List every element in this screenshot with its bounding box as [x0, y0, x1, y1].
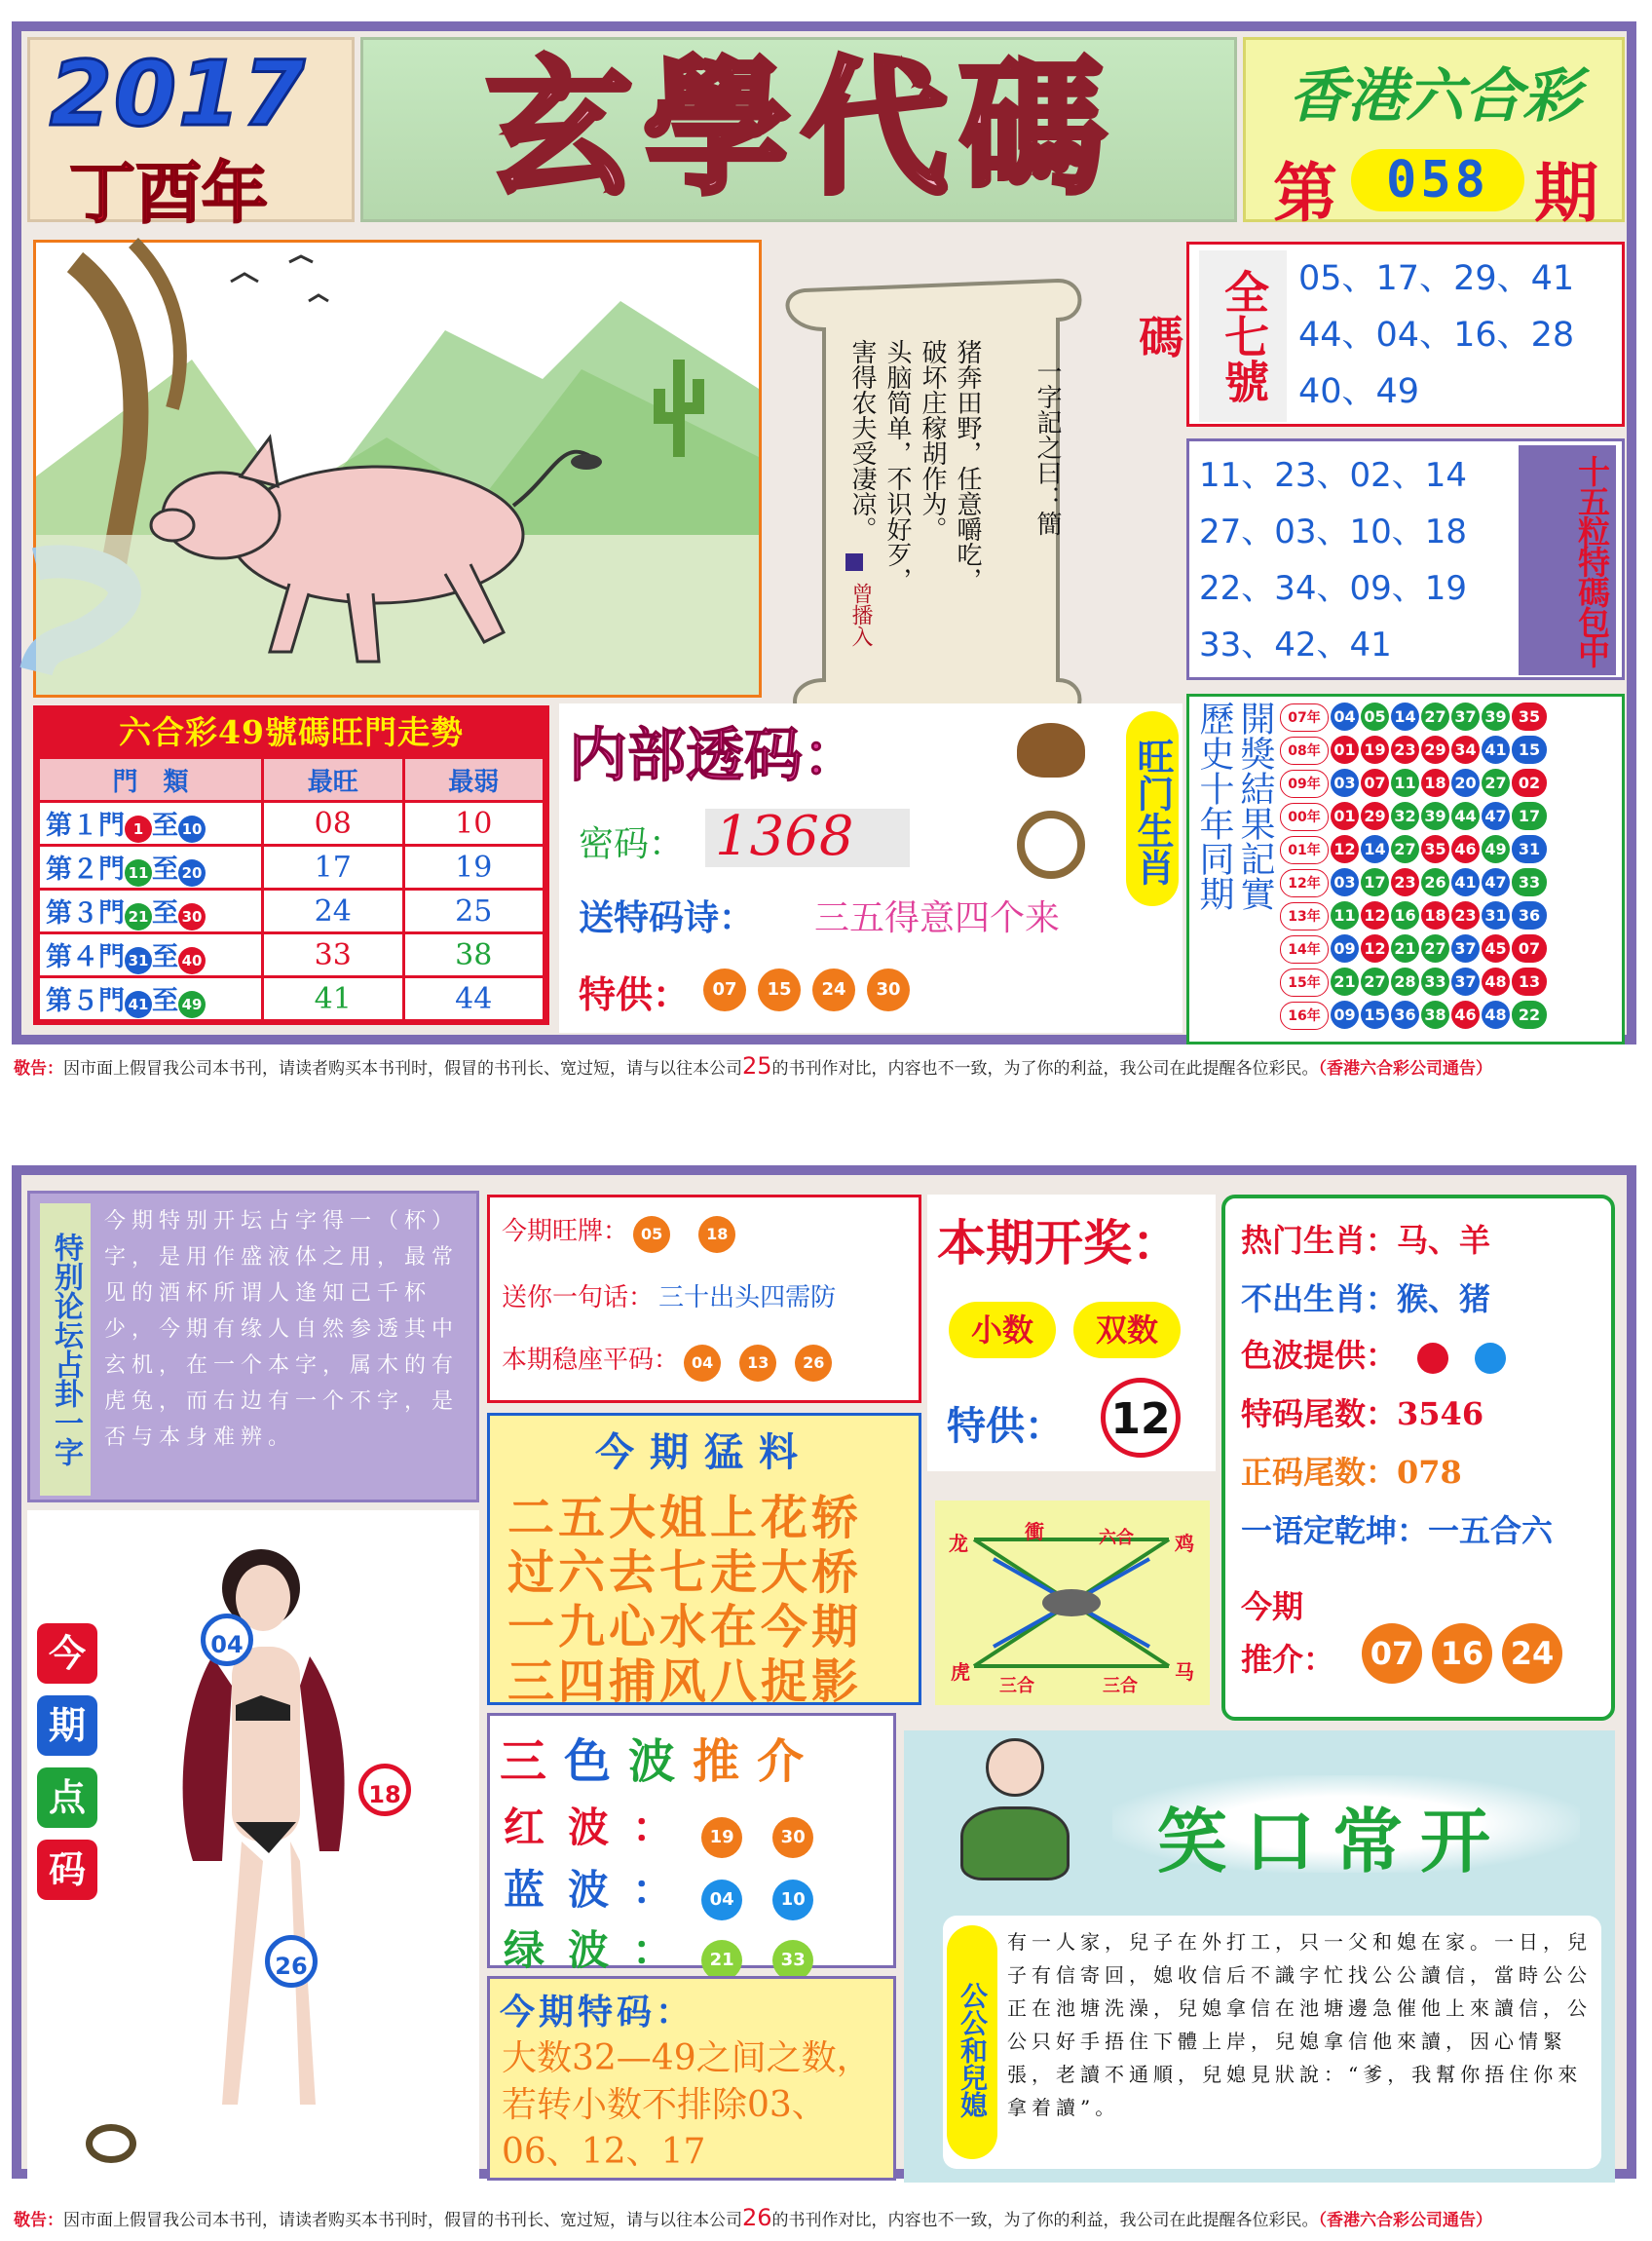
history-year: 00年: [1280, 803, 1329, 831]
dragon-icon: [1017, 811, 1085, 879]
model-figure: [154, 1530, 378, 2134]
inside-code-title: 内部透码：: [569, 722, 861, 790]
hot-value: 马、羊: [1397, 1222, 1491, 1259]
hot-value: 一五合六: [1428, 1512, 1554, 1549]
numbers-15-panel: [1186, 438, 1625, 680]
list-item: [1279, 736, 1620, 769]
table-row: [39, 802, 544, 846]
door-from-ball: 11: [125, 859, 152, 887]
history-ball: 21: [1331, 968, 1359, 996]
door-from-ball: 31: [125, 947, 152, 974]
list-item: [1279, 868, 1620, 901]
model-ball: 18: [358, 1764, 411, 1816]
history-ball: 27: [1421, 934, 1449, 963]
hot-label: 热门生肖：: [1241, 1222, 1398, 1259]
history-ball: 18: [1421, 769, 1449, 797]
history-ball: 35: [1421, 835, 1449, 863]
doors-header-best: 最旺: [263, 758, 404, 802]
history-year: 08年: [1280, 737, 1329, 765]
blue-wave-row: [504, 1858, 813, 1920]
history-year: 13年: [1280, 902, 1329, 931]
numbers-15-list: 11、23、02、14 27、03、10、18 22、34、09、19 33、42、41: [1199, 456, 1468, 665]
door-worst: 19: [403, 846, 544, 890]
door-to-word: 至: [152, 986, 178, 1016]
numbers-24-panel: [1132, 242, 1625, 427]
door-to-ball: 20: [178, 859, 206, 887]
wang-pai-label: 送你一句话：: [502, 1283, 655, 1312]
poem-value: 三五得意四个来: [814, 898, 1061, 938]
history-ball: 49: [1482, 835, 1510, 863]
door-to-word: 至: [152, 898, 178, 929]
history-ball: 16: [1391, 901, 1419, 930]
history-year: 01年: [1280, 836, 1329, 864]
wang-pai-row-1: [502, 1211, 735, 1253]
year-number: 2017: [50, 42, 308, 146]
history-ball: 20: [1451, 769, 1480, 797]
three-color-title-char: 波: [628, 1734, 694, 1789]
notice-text-b: 的书刊作对比，内容也不一致，为了你的利益，我公司在此提醒各位彩民。: [771, 2211, 1319, 2230]
list-item: [1279, 901, 1620, 934]
door-to-ball: 30: [178, 903, 206, 931]
history-ball: 17: [1361, 868, 1389, 896]
hot-row-6: [1241, 1506, 1553, 1551]
notice-num: 26: [742, 2204, 772, 2231]
wang-pai-ball: 26: [795, 1345, 832, 1382]
snake-icon: [86, 2124, 136, 2163]
door-best: 08: [263, 802, 404, 846]
doors-title: 六合彩49號碼旺門走勢: [37, 709, 545, 756]
hot-row-4: [1241, 1389, 1483, 1434]
history-ball: 32: [1391, 802, 1419, 830]
list-item: [1279, 802, 1620, 835]
history-ball: 36: [1391, 1001, 1419, 1029]
notice-tail: （香港六合彩公司通告）: [1318, 2211, 1493, 2230]
history-year: 07年: [1280, 703, 1329, 732]
code-label: 密码：: [579, 824, 685, 864]
numbers-15-label: 十五粒特碼包中: [1519, 445, 1616, 675]
wang-pai-label: 今期旺牌：: [502, 1217, 629, 1246]
door-to-ball: 10: [178, 816, 206, 843]
inside-code-panel: [559, 703, 1183, 1033]
forum-text: 今期特别开坛占字得一（杯）字，是用作盛液体之用，最常见的酒杯所谓人逢知己千杯少，今期有缘人自然参透其中玄机，在一个本字，属木的有虎兔，而右边有一个不字，是否与本身难辨。: [104, 1209, 460, 1450]
history-ball: 41: [1451, 868, 1480, 896]
brand-panel: [1243, 37, 1625, 231]
door-to-ball: 40: [178, 947, 206, 974]
recommend-ball: 24: [1502, 1623, 1562, 1684]
blue-wave-ball: 04: [701, 1880, 742, 1920]
model-label-3: 点: [37, 1767, 97, 1828]
blue-wave-label: 蓝波：: [504, 1866, 697, 1914]
notice-line-1: [14, 1052, 1638, 1080]
history-ball: 23: [1451, 901, 1480, 930]
history-ball: 12: [1361, 901, 1389, 930]
red-wave-row: [504, 1796, 813, 1858]
special-ball: 07: [703, 969, 746, 1011]
story-text: 有一人家，兒子在外打工，只一父和媳在家。一日，兒子有信寄回，媳收信后不識字忙找公公讀信，當時公公正在池塘洗澡，兒媳拿信在池塘邊急催他上來讀信，公公只好手捂住下體上岸，兒媳拿信他來讀，因心情緊張，老讀不通順，兒媳見狀說：“爹，我幫你捂住你來拿着讀”。: [1007, 1930, 1592, 2119]
scroll-seal-mark: [845, 553, 863, 571]
wang-pai-row-3: [502, 1340, 832, 1382]
table-row: [39, 933, 544, 977]
scroll-heading: 一字記之曰：簡: [1032, 359, 1062, 536]
code-value: 1368: [715, 805, 854, 868]
wang-pai-phrase: 三十出头四需防: [658, 1283, 837, 1312]
history-special: 13: [1512, 968, 1547, 996]
door-name: 第１門: [46, 811, 125, 841]
model-panel: [27, 1510, 479, 2183]
year-name: 丁酉年: [69, 155, 269, 233]
model-label-4: 码: [37, 1840, 97, 1900]
hot-row-2: [1241, 1274, 1490, 1319]
recommend-label-2: 推介：: [1241, 1641, 1335, 1678]
history-ball: 04: [1331, 703, 1359, 731]
history-ball: 11: [1391, 769, 1419, 797]
door-to-word: 至: [152, 811, 178, 841]
hot-row-5: [1241, 1448, 1462, 1493]
green-wave-row: [504, 1918, 813, 1981]
draw-title: 本期开奖：: [937, 1214, 1181, 1272]
meng-liao-line-4: 三四捕风八捉影: [507, 1654, 863, 1709]
recommend-label-1: 今期: [1241, 1588, 1304, 1625]
history-ball: 27: [1421, 703, 1449, 731]
special-ball: 30: [867, 969, 910, 1011]
page-title: 玄學代碼: [485, 43, 1117, 214]
history-ball: 14: [1391, 703, 1419, 731]
doors-table-panel: [33, 705, 549, 1025]
hot-value: 3546: [1397, 1395, 1484, 1432]
red-wave-ball: 30: [772, 1817, 813, 1858]
hot-row-1: [1241, 1216, 1490, 1261]
door-worst: 25: [403, 890, 544, 933]
door-best: 41: [263, 977, 404, 1021]
history-ball: 46: [1451, 835, 1480, 863]
history-label-2: 開獎結果記實: [1235, 701, 1275, 911]
history-ball: 45: [1482, 934, 1510, 963]
history-ball: 33: [1421, 968, 1449, 996]
model-ball: 04: [201, 1614, 253, 1666]
door-worst: 38: [403, 933, 544, 977]
history-ball: 27: [1361, 968, 1389, 996]
door-cell: [39, 977, 263, 1021]
doors-header-row: [39, 758, 544, 802]
history-ball: 12: [1361, 934, 1389, 963]
history-ball: 46: [1451, 1001, 1480, 1029]
poem-scroll: [766, 271, 1095, 729]
history-year: 12年: [1280, 869, 1329, 897]
draw-tag-small: 小数: [949, 1302, 1056, 1358]
history-special: 17: [1512, 802, 1547, 830]
door-best: 33: [263, 933, 404, 977]
meng-liao-panel: [487, 1413, 921, 1709]
history-ball: 12: [1331, 835, 1359, 863]
history-special: 31: [1512, 835, 1547, 863]
doors-header-worst: 最弱: [403, 758, 544, 802]
model-ball: 26: [265, 1935, 318, 1988]
zodiac-arrows: [935, 1500, 1210, 1705]
zodiac-label: 龙: [949, 1532, 968, 1555]
calendar-icon: 12: [1101, 1378, 1181, 1458]
blue-wave-ball: 10: [772, 1880, 813, 1920]
history-ball: 03: [1331, 868, 1359, 896]
door-worst: 10: [403, 802, 544, 846]
zodiac-label: 鸡: [1175, 1532, 1194, 1555]
notice-lead: 敬告：: [14, 1059, 63, 1079]
three-color-title-char: 三: [500, 1734, 565, 1789]
hot-panel: [1221, 1195, 1615, 1721]
notice-text-b: 的书刊作对比，内容也不一致，为了你的利益，我公司在此提醒各位彩民。: [771, 1059, 1319, 1079]
list-item: [1279, 968, 1620, 1001]
history-ball: 27: [1482, 769, 1510, 797]
history-ball: 09: [1331, 934, 1359, 963]
wang-men-label: 旺门生肖: [1126, 711, 1179, 906]
list-item: [1279, 769, 1620, 802]
door-name: 第２門: [46, 855, 125, 885]
history-year: 15年: [1280, 969, 1329, 997]
doors-table: [37, 756, 545, 1022]
wang-pai-panel: [487, 1195, 921, 1403]
special-ball: 15: [758, 969, 801, 1011]
history-ball: 05: [1361, 703, 1389, 731]
forum-panel: [27, 1191, 479, 1502]
pig-illustration: [33, 240, 762, 698]
history-ball: 34: [1451, 736, 1480, 764]
history-ball: 38: [1421, 1001, 1449, 1029]
table-row: [39, 846, 544, 890]
scroll-poem-line-3: 头脑简单，不识好歹，: [882, 339, 912, 592]
history-ball: 01: [1331, 802, 1359, 830]
history-special: 07: [1512, 934, 1547, 963]
notice-tail: （香港六合彩公司通告）: [1318, 1059, 1493, 1079]
history-ball: 48: [1482, 968, 1510, 996]
list-item: [1279, 703, 1620, 736]
year-panel: [27, 37, 355, 233]
meng-liao-line-1: 二五大姐上花轿: [507, 1491, 863, 1545]
history-ball: 09: [1331, 1001, 1359, 1029]
meng-liao-line-2: 过六去七走大桥: [507, 1545, 863, 1600]
three-color-title: [500, 1724, 821, 1791]
scroll-poem-line-1: 猪奔田野，任意嚼吃，: [953, 339, 982, 592]
zodiac-label: 马: [1175, 1660, 1194, 1684]
three-color-title-char: 色: [564, 1734, 629, 1789]
wang-pai-row-2: [502, 1277, 836, 1313]
laugh-title: 笑口常开: [1157, 1800, 1509, 1882]
history-special: 36: [1512, 901, 1547, 930]
issue-number-pill: [1351, 149, 1524, 211]
history-ball: 47: [1482, 868, 1510, 896]
door-to-ball: 49: [178, 991, 206, 1018]
door-to-word: 至: [152, 855, 178, 885]
recommend-ball: 16: [1432, 1623, 1492, 1684]
history-year: 14年: [1280, 935, 1329, 964]
door-from-ball: 21: [125, 903, 152, 931]
door-worst: 44: [403, 977, 544, 1021]
wang-pai-ball: 18: [698, 1216, 735, 1253]
zodiac-label: 三合: [999, 1676, 1034, 1696]
red-wave-label: 红波：: [504, 1804, 697, 1851]
pig-drawing: [36, 243, 759, 695]
rabbit-icon: [1017, 723, 1085, 778]
door-name: 第５門: [46, 986, 125, 1016]
scroll-poem-line-4: 害得农夫受凄凉。: [847, 339, 877, 542]
wang-pai-label: 本期稳座平码：: [502, 1346, 680, 1375]
history-ball: 07: [1361, 769, 1389, 797]
history-ball: 15: [1361, 1001, 1389, 1029]
door-from-ball: 41: [125, 991, 152, 1018]
special-code-panel: [487, 1976, 896, 2181]
history-ball: 18: [1421, 901, 1449, 930]
list-item: [1279, 835, 1620, 868]
history-ball: 39: [1421, 802, 1449, 830]
green-wave-ball: 33: [772, 1940, 813, 1981]
special-label: 特供：: [579, 972, 691, 1016]
history-ball: 29: [1361, 802, 1389, 830]
history-ball: 01: [1331, 736, 1359, 764]
forum-label: 特别论坛占卦一字: [40, 1203, 91, 1496]
history-ball: 48: [1482, 1001, 1510, 1029]
history-ball: 27: [1391, 835, 1419, 863]
title-panel: [360, 37, 1237, 222]
page-two: [12, 1165, 1636, 2179]
laugh-panel: [904, 1730, 1615, 2183]
story-box: [943, 1916, 1601, 2169]
list-item: [1279, 1001, 1620, 1034]
issue-suffix: 期: [1534, 155, 1598, 231]
special-ball: 24: [812, 969, 855, 1011]
history-special: 35: [1512, 703, 1547, 731]
notice-text-a: 因市面上假冒我公司本书刊，请读者购买本书刊时，假冒的书刊长、宽过短，请与以往本公司: [63, 1059, 742, 1079]
hot-label: 正码尾数：: [1241, 1454, 1398, 1491]
history-ball: 29: [1421, 736, 1449, 764]
scroll-poem-line-2: 破坏庄稼胡作为。: [918, 339, 947, 542]
wang-pai-ball: 13: [739, 1345, 776, 1382]
hot-row-3: [1241, 1331, 1506, 1376]
draw-special-label: 特供：: [947, 1403, 1064, 1449]
table-row: [39, 977, 544, 1021]
door-name: 第４門: [46, 942, 125, 972]
history-ball: 03: [1331, 769, 1359, 797]
history-panel: [1186, 694, 1625, 1045]
table-row: [39, 890, 544, 933]
red-wave-dot: [1417, 1343, 1448, 1374]
zodiac-label: 虎: [951, 1660, 970, 1684]
history-ball: 41: [1482, 736, 1510, 764]
zodiac-label: 三合: [1103, 1676, 1138, 1696]
brand-name: 香港六合彩: [1289, 62, 1581, 131]
history-ball: 37: [1451, 703, 1480, 731]
numbers-24-label: 全七號碼: [1199, 250, 1287, 422]
three-color-title-char: 推: [693, 1734, 758, 1789]
wang-pai-ball: 04: [684, 1345, 721, 1382]
notice-text-a: 因市面上假冒我公司本书刊，请读者购买本书刊时，假冒的书刊长、宽过短，请与以往本公司: [63, 2211, 742, 2230]
history-ball: 23: [1391, 736, 1419, 764]
history-label: 歷史十年同期: [1194, 701, 1234, 911]
history-ball: 44: [1451, 802, 1480, 830]
money-man-icon: [957, 1738, 1073, 1884]
history-special: 33: [1512, 868, 1547, 896]
meng-liao-title: 今期猛料: [595, 1429, 813, 1475]
history-ball: 37: [1451, 934, 1480, 963]
history-rows: [1279, 703, 1620, 1034]
door-from-ball: 1: [125, 816, 152, 843]
list-item: [1279, 934, 1620, 968]
history-special: 22: [1512, 1001, 1547, 1029]
history-special: 15: [1512, 736, 1547, 764]
special-code-title: 今期特码：: [500, 1992, 695, 2032]
wang-pai-ball: 05: [633, 1216, 670, 1253]
door-best: 24: [263, 890, 404, 933]
hot-value: 078: [1397, 1454, 1462, 1491]
hot-label: 一语定乾坤：: [1241, 1512, 1429, 1549]
model-label-2: 期: [37, 1695, 97, 1756]
hot-label: 不出生肖：: [1241, 1280, 1398, 1317]
hot-value: 猴、猪: [1397, 1280, 1491, 1317]
meng-liao-line-3: 一九心水在今期: [507, 1600, 863, 1654]
special-code-text: 大数32—49之间之数，若转小数不排除03、06、12、17: [502, 2038, 872, 2172]
model-label-1: 今: [37, 1623, 97, 1684]
notice-lead: 敬告：: [14, 2211, 63, 2230]
door-name: 第３門: [46, 898, 125, 929]
door-cell: [39, 933, 263, 977]
recommend-ball: 07: [1362, 1623, 1422, 1684]
doors-header-type: 門 類: [39, 758, 263, 802]
green-wave-label: 绿波：: [504, 1926, 697, 1974]
history-ball: 39: [1482, 703, 1510, 731]
issue-number: 058: [1386, 151, 1489, 209]
door-cell: [39, 890, 263, 933]
scroll-seal: 曾播入: [848, 583, 873, 647]
history-year: 16年: [1280, 1002, 1329, 1030]
page-one: [12, 21, 1636, 1045]
poem-label: 送特码诗：: [579, 897, 755, 938]
door-best: 17: [263, 846, 404, 890]
history-ball: 47: [1482, 802, 1510, 830]
zodiac-label: 六合: [1099, 1528, 1134, 1548]
door-to-word: 至: [152, 942, 178, 972]
history-year: 09年: [1280, 770, 1329, 798]
history-ball: 23: [1391, 868, 1419, 896]
red-wave-ball: 19: [701, 1817, 742, 1858]
draw-panel: [927, 1195, 1216, 1471]
green-wave-ball: 21: [701, 1940, 742, 1981]
issue-prefix: 第: [1273, 155, 1337, 231]
hot-label: 特码尾数：: [1241, 1395, 1398, 1432]
notice-num: 25: [742, 1052, 772, 1080]
story-title: 公公和兒媳: [947, 1925, 997, 2159]
three-color-title-char: 介: [757, 1734, 822, 1789]
history-ball: 37: [1451, 968, 1480, 996]
zodiac-diagram: [935, 1500, 1210, 1705]
history-ball: 31: [1482, 901, 1510, 930]
notice-line-2: [14, 2204, 1638, 2231]
history-ball: 26: [1421, 868, 1449, 896]
history-ball: 28: [1391, 968, 1419, 996]
door-cell: [39, 846, 263, 890]
history-ball: 11: [1331, 901, 1359, 930]
draw-tag-even: 双数: [1073, 1302, 1181, 1358]
history-ball: 21: [1391, 934, 1419, 963]
history-ball: 19: [1361, 736, 1389, 764]
history-ball: 14: [1361, 835, 1389, 863]
zodiac-label: 衝: [1025, 1520, 1044, 1543]
blue-wave-dot: [1475, 1343, 1506, 1374]
history-special: 02: [1512, 769, 1547, 797]
numbers-24-list: 05、17、29、41 44、04、16、28 40、49: [1298, 259, 1575, 411]
door-cell: [39, 802, 263, 846]
three-color-panel: [487, 1713, 896, 1974]
hot-label: 色波提供：: [1241, 1337, 1398, 1374]
